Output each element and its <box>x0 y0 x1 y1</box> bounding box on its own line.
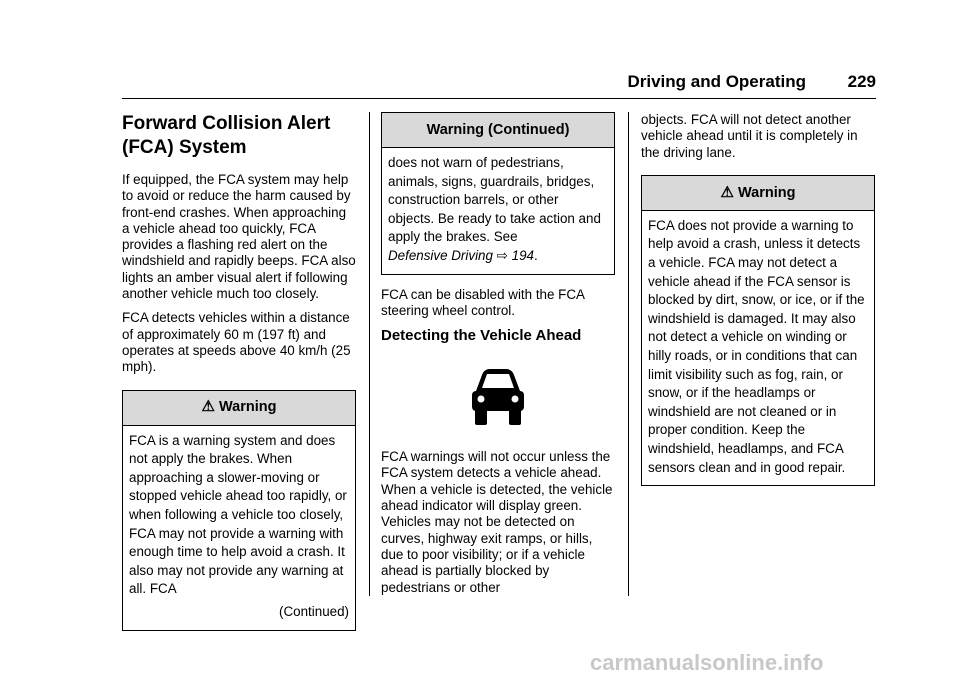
disable-paragraph: FCA can be disabled with the FCA steering wheel control. <box>381 286 585 318</box>
column-1 <box>122 112 356 643</box>
page-arrow-icon: ⇨ <box>496 247 508 263</box>
warning-header <box>642 176 874 211</box>
section-heading: Detecting the Vehicle Ahead <box>381 327 582 345</box>
detection-range-paragraph: FCA detects vehicles within a distance of approximately 60 m (197 ft) and operates at speeds above 40 km/h (25 mph). <box>122 310 351 375</box>
watermark: carmanualsonline.info <box>590 650 824 675</box>
warning-text: does not warn of pedestrians, animals, signs, guardrails, bridges, construction barrels, or other objects. Be ready to take action and apply the brakes. See <box>388 155 601 245</box>
page-title: Forward Collision Alert (FCA) System <box>122 113 331 158</box>
warning-icon: ⚠ <box>720 183 734 201</box>
continuation-paragraph: objects. FCA will not detect another vehicle ahead until it is completely in the driving lane. <box>641 112 858 160</box>
detection-paragraph: FCA warnings will not occur unless the FCA system detects a vehicle ahead. When a vehicle is detected, the vehicle ahead indicator will display green. Vehicles may not be detected on curves, highway exit ramps, or hills, due to poor visibility; or if a vehicle ahead is partially blocked by pedestrians or other <box>381 449 613 595</box>
column-divider-2 <box>628 112 629 596</box>
warning-header <box>123 391 355 426</box>
header-rule <box>122 98 876 99</box>
vehicle-ahead-indicator <box>381 355 615 441</box>
section-title: Driving and Operating <box>627 72 806 91</box>
warning-body <box>382 148 614 274</box>
warning-box-continued <box>381 112 615 275</box>
column-3 <box>641 112 875 498</box>
warning-body <box>123 426 355 630</box>
page-header <box>122 72 876 100</box>
warning-title: Warning <box>218 399 277 416</box>
intro-paragraph: If equipped, the FCA system may help to avoid or reduce the harm caused by front-end crashes. When approaching a vehicle ahead too quickly, FCA provides a flashing red alert on the windshield and rapidly beeps. FCA also lights an amber visual alert if following another vehicle much too closely. <box>122 172 356 302</box>
page-number: 229 <box>847 72 876 91</box>
warning-body <box>642 211 874 485</box>
warning-box-2 <box>641 175 875 486</box>
column-divider-1 <box>369 112 370 596</box>
vehicle-ahead-indicator-icon <box>470 369 526 427</box>
warning-text: FCA is a warning system and does not apply the brakes. When approaching a slower-moving or stopped vehicle ahead too rapidly, or when following a vehicle too closely, FCA may not provide a warning with enough time to help avoid a crash. It also may not provide any warning at all. FCA <box>129 432 347 597</box>
cross-reference-page[interactable]: 194 <box>511 247 534 263</box>
continued-label: (Continued) <box>279 603 349 619</box>
warning-icon: ⚠ <box>201 398 215 416</box>
warning-title: Warning (Continued) <box>426 121 570 138</box>
ref-end: . <box>533 247 538 263</box>
warning-text: FCA does not provide a warning to help avoid a crash, unless it detects a vehicle. FCA may not detect a vehicle ahead if the FCA sensor is blocked by dirt, snow, or ice, or if the windshield is damaged. It may also not detect a vehicle on winding or hilly roads, or in conditions that can limit visibility such as fog, rain, or snow, or if the headlamps or windshield are not cleaned or in proper condition. Keep the windshield, headlamps, and FCA sensors clean and in good repair. <box>648 217 865 475</box>
warning-box-1 <box>122 390 356 631</box>
warning-title: Warning <box>737 184 796 201</box>
column-2 <box>381 112 615 604</box>
cross-reference-link[interactable]: Defensive Driving <box>388 247 493 263</box>
warning-header <box>382 113 614 148</box>
